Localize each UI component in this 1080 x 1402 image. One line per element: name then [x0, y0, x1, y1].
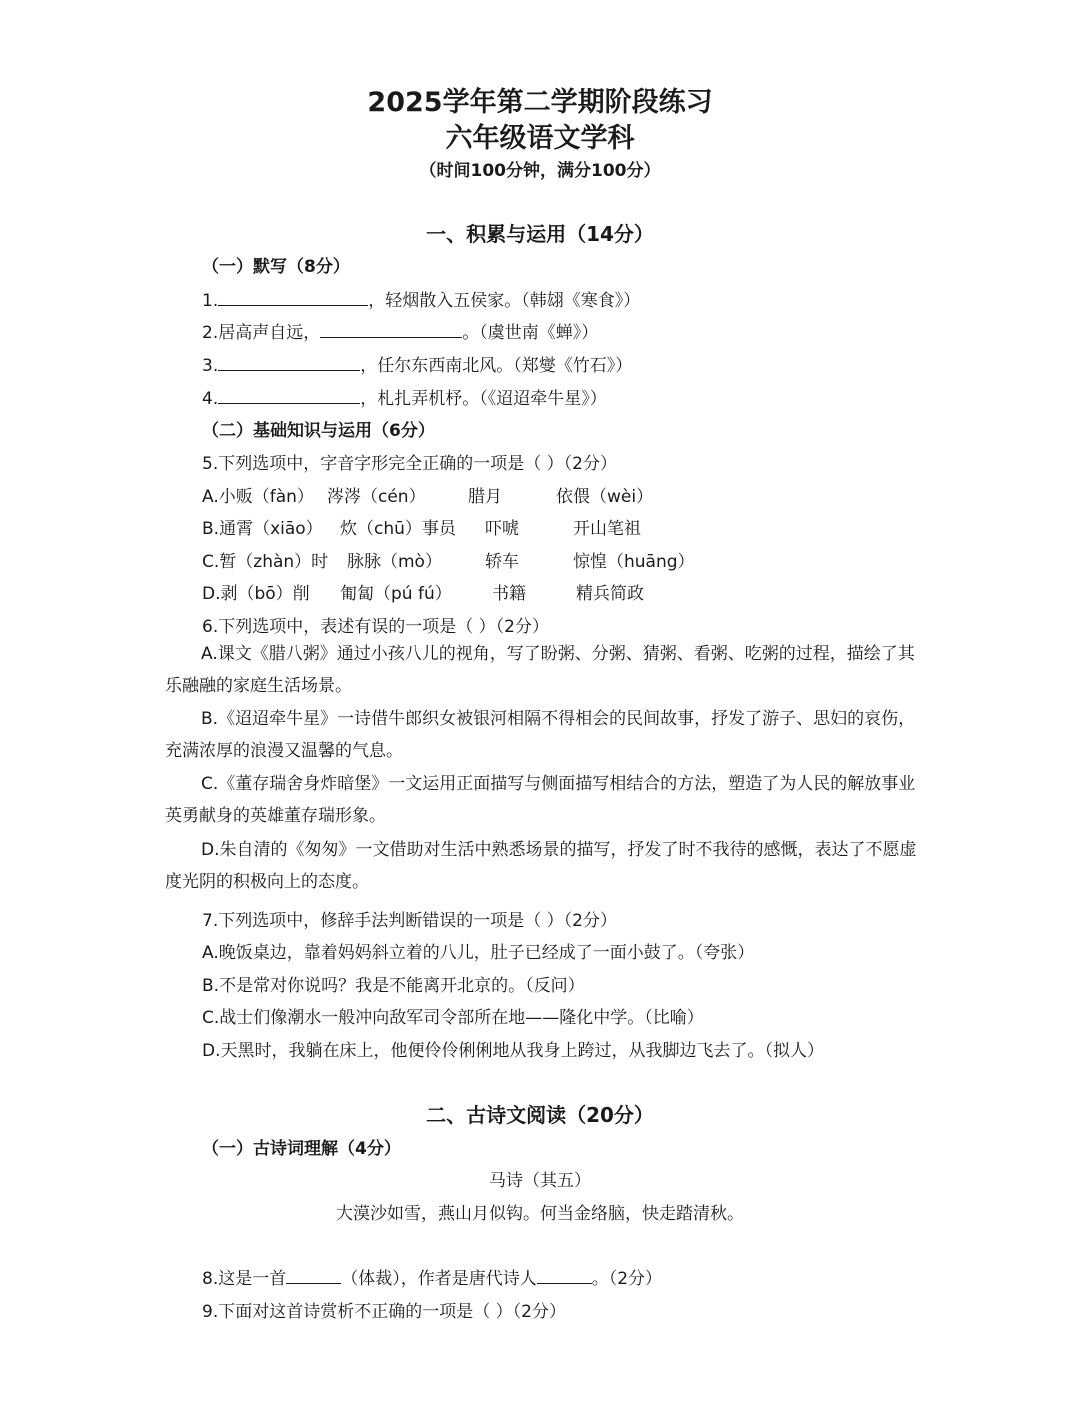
question-6-option-c: C.《董存瑞舍身炸暗堡》一文运用正面描写与侧面描写相结合的方法，塑造了为人民的解放事业英勇献身的英雄董存瑞形象。	[165, 774, 916, 826]
poem-text: 大漠沙如雪，燕山月似钩。何当金络脑，快走踏清秋。	[336, 1204, 744, 1224]
question-2-blank[interactable]	[320, 319, 462, 338]
question-8-text-b: （体裁），作者是唐代诗人	[341, 1269, 537, 1289]
option-b-item-1: B.通霄（xiāo）	[202, 519, 323, 539]
option-b-item-4: 开山笔祖	[573, 519, 641, 539]
question-4-blank[interactable]	[218, 385, 360, 404]
question-7-stem: 7.下列选项中，修辞手法判断错误的一项是（ ）（2分）	[202, 911, 617, 931]
question-6-option-b: B.《迢迢牵牛星》一诗借牛郎织女被银河相隔不得相会的民间故事，抒发了游子、思妇的哀伤，充满浓厚的浪漫又温馨的气息。	[165, 709, 916, 761]
question-8-text-c: 。（2分）	[591, 1269, 663, 1289]
part-1-heading: （一）默写（8分）	[202, 257, 350, 277]
option-c-item-3: 轿车	[485, 552, 519, 572]
question-5-option-d	[202, 579, 644, 604]
question-5-option-b	[202, 514, 641, 539]
question-8-blank-genre[interactable]	[286, 1265, 341, 1284]
section-2-part-1-heading: （一）古诗词理解（4分）	[202, 1139, 401, 1159]
option-a-item-4: 依偎（wèi）	[556, 487, 654, 507]
question-7-option-b: B.不是常对你说吗？我是不能离开北京的。（反问）	[202, 976, 585, 996]
question-3-blank[interactable]	[218, 352, 360, 371]
question-5-stem: 5.下列选项中，字音字形完全正确的一项是（ ）（2分）	[202, 454, 617, 474]
option-d-item-1: D.剥（bō）削	[202, 584, 310, 604]
option-b-item-3: 吓唬	[485, 519, 519, 539]
question-7-option-a: A.晚饭桌边，靠着妈妈斜立着的八儿，肚子已经成了一面小鼓了。（夸张）	[202, 943, 755, 963]
question-1-text: ，轻烟散入五侯家。（韩翃《寒食》）	[368, 291, 641, 311]
question-2-text-b: 。（虞世南《蝉》）	[462, 323, 599, 343]
option-b-item-2: 炊（chū）事员	[340, 519, 456, 539]
section-1-title: 一、积累与运用（14分）	[426, 222, 654, 246]
question-8-text-a: 8.这是一首	[202, 1269, 287, 1289]
question-8-blank-poet[interactable]	[537, 1265, 592, 1284]
poem-title: 马诗（其五）	[489, 1171, 591, 1191]
question-9-stem: 9.下面对这首诗赏析不正确的一项是（ ）（2分）	[202, 1302, 566, 1322]
question-6-stem: 6.下列选项中，表述有误的一项是（ ）（2分）	[202, 617, 549, 637]
exam-time-note: （时间100分钟，满分100分）	[419, 161, 661, 181]
option-d-item-3: 书籍	[492, 584, 526, 604]
question-8	[202, 1264, 662, 1289]
option-d-item-4: 精兵简政	[576, 584, 644, 604]
question-4-text: ，札扎弄机杼。（《迢迢牵牛星》）	[360, 389, 607, 409]
question-5-option-c	[202, 547, 695, 572]
question-7-option-d: D.天黑时，我躺在床上，他便伶伶俐俐地从我身上跨过，从我脚边飞去了。（拟人）	[202, 1041, 824, 1061]
question-6-option-a: A.课文《腊八粥》通过小孩八儿的视角，写了盼粥、分粥、猜粥、看粥、吃粥的过程，描绘了其乐融融的家庭生活场景。	[165, 644, 915, 696]
option-a-item-3: 腊月	[468, 487, 502, 507]
exam-title: 2025学年第二学期阶段练习	[367, 87, 713, 118]
question-2-text-a: 2.居高声自远，	[202, 323, 321, 343]
question-1-blank[interactable]	[218, 287, 368, 306]
question-1	[202, 286, 640, 311]
question-4-number: 4.	[202, 389, 219, 409]
section-2-title: 二、古诗文阅读（20分）	[426, 1103, 654, 1127]
option-c-item-4: 惊惶（huāng）	[573, 552, 695, 572]
question-6-option-d: D.朱自清的《匆匆》一文借助对生活中熟悉场景的描写，抒发了时不我待的感慨，表达了不愿虚度光阴的积极向上的态度。	[165, 840, 917, 892]
question-3	[202, 351, 632, 376]
option-c-item-2: 脉脉（mò）	[347, 552, 442, 572]
option-a-item-2: 涔涔（cén）	[327, 487, 426, 507]
exam-subject: 六年级语文学科	[445, 123, 635, 154]
option-d-item-2: 匍匐（pú fú）	[340, 584, 452, 604]
option-c-item-1: C.暂（zhàn）时	[202, 552, 329, 572]
part-2-heading: （二）基础知识与运用（6分）	[202, 421, 435, 441]
question-4	[202, 384, 607, 409]
question-1-number: 1.	[202, 291, 219, 311]
option-a-item-1: A.小贩（fàn）	[202, 487, 314, 507]
question-5-option-a	[202, 482, 653, 507]
question-2	[202, 318, 598, 343]
question-7-option-c: C.战士们像潮水一般冲向敌军司令部所在地——隆化中学。（比喻）	[202, 1008, 704, 1028]
question-3-number: 3.	[202, 356, 219, 376]
question-3-text: ，任尔东西南北风。（郑燮《竹石》）	[360, 356, 633, 376]
